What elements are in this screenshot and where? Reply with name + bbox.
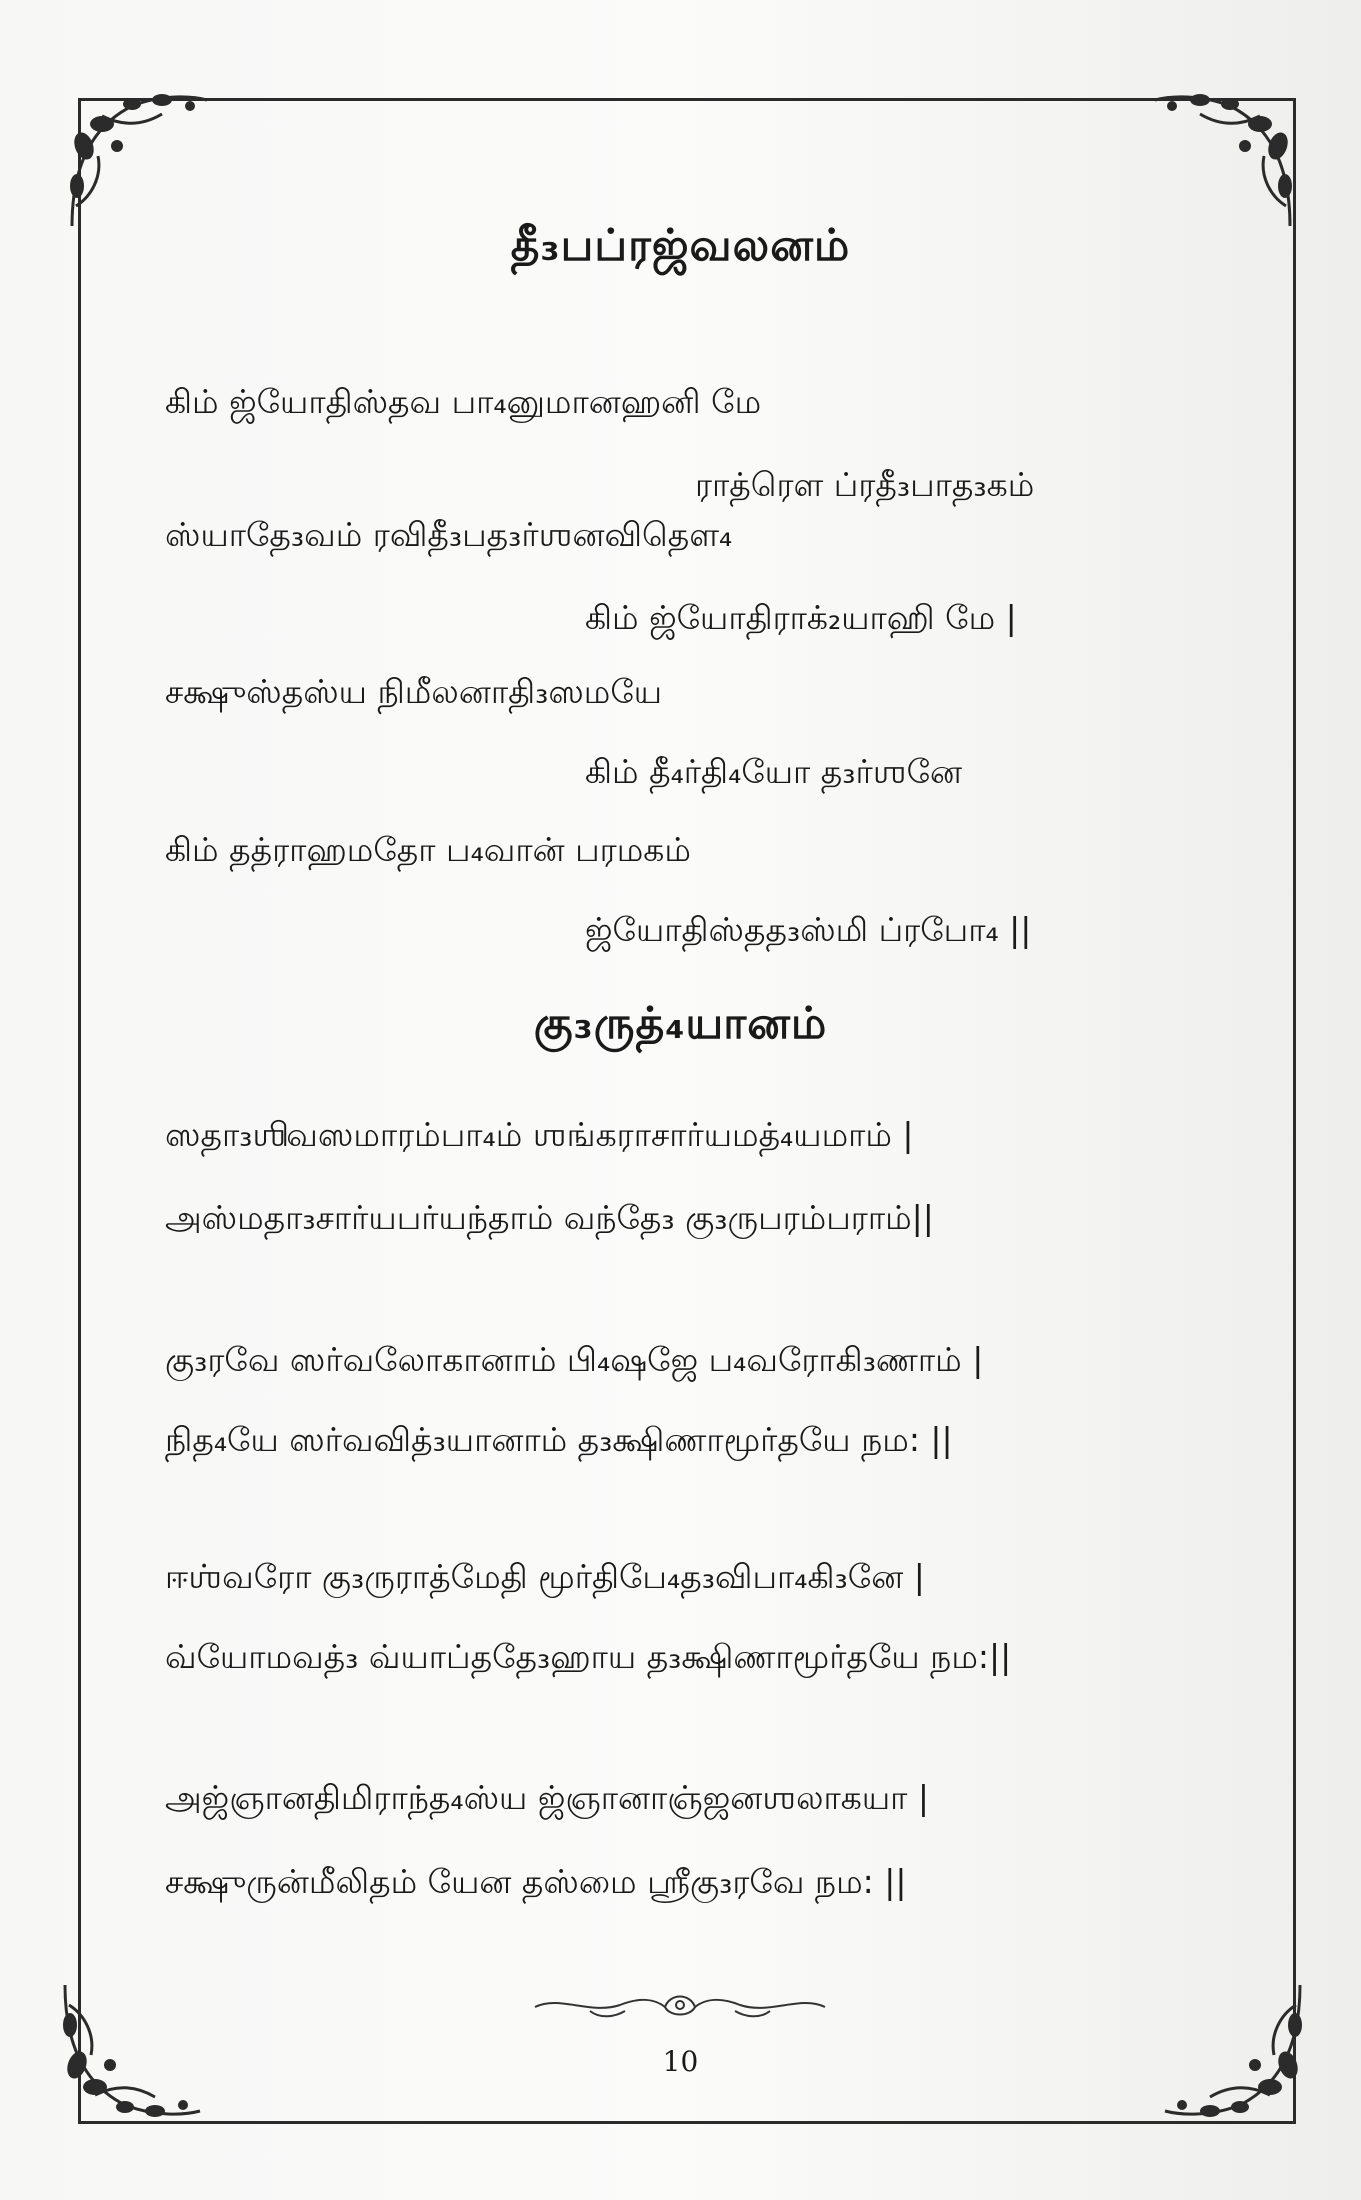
verse-line: கிம் ஜ்யோதிஸ்தவ பா₄னுமானஹனி மே [165, 382, 762, 421]
verse-line: கிம் ஜ்யோதிராக்₂யாஹி மே | [585, 598, 1017, 637]
verse-line: ஜ்யோதிஸ்தத₃ஸ்மி ப்ரபோ₄ || [585, 910, 1032, 949]
verse-line: ஈஶ்வரோ கு₃ருராத்மேதி மூர்திபே₄த₃விபா₄கி₃னே | [165, 1557, 925, 1596]
verse-line: சக்ஷுஸ்தஸ்ய நிமீலனாதி₃ஸமயே [165, 672, 663, 711]
page-number: 10 [662, 2045, 699, 2078]
verse-line: ஸ்யாதே₃வம் ரவிதீ₃பத₃ர்ஶனவிதௌ₄ [165, 515, 733, 554]
flourish-ornament-icon [530, 1985, 830, 2025]
section-title-guru-dhyanam: கு₃ருத்₄யானம் [533, 998, 828, 1049]
verse-line: கிம் தத்ராஹமதோ ப₄வான் பரமகம் [165, 830, 691, 869]
verse-line: வ்யோமவத்₃ வ்யாப்ததே₃ஹாய த₃க்ஷிணாமூர்தயே நம:|| [165, 1637, 1012, 1676]
section-title-deepa-prajvalanam: தீ₃பப்ரஜ்வலனம் [510, 220, 851, 271]
floral-corner-top-left-icon [62, 86, 212, 236]
verse-line: கு₃ரவே ஸர்வலோகானாம் பி₄ஷஜே ப₄வரோகி₃ணாம் | [165, 1340, 984, 1379]
floral-corner-top-right-icon [1150, 86, 1300, 236]
verse-line: ஸதா₃ஶிவஸமாரம்பா₄ம் ஶங்கராசார்யமத்₄யமாம் | [165, 1115, 914, 1154]
verse-line: அஜ்ஞானதிமிராந்த₄ஸ்ய ஜ்ஞானாஞ்ஜனஶலாகயா | [165, 1778, 930, 1817]
verse-line: நித₄யே ஸர்வவித்₃யானாம் த₃க்ஷிணாமூர்தயே நம: || [165, 1420, 953, 1459]
verse-line: ராத்ரௌ ப்ரதீ₃பாத₃கம் [695, 465, 1035, 504]
verse-line: கிம் தீ₄ர்தி₄யோ த₃ர்ஶனே [585, 752, 963, 791]
verse-line: சக்ஷுருன்மீலிதம் யேன தஸ்மை ஶ்ரீகு₃ரவே நம: || [165, 1862, 907, 1901]
verse-line: அஸ்மதா₃சார்யபர்யந்தாம் வந்தே₃ கு₃ருபரம்பராம்|| [165, 1198, 934, 1237]
